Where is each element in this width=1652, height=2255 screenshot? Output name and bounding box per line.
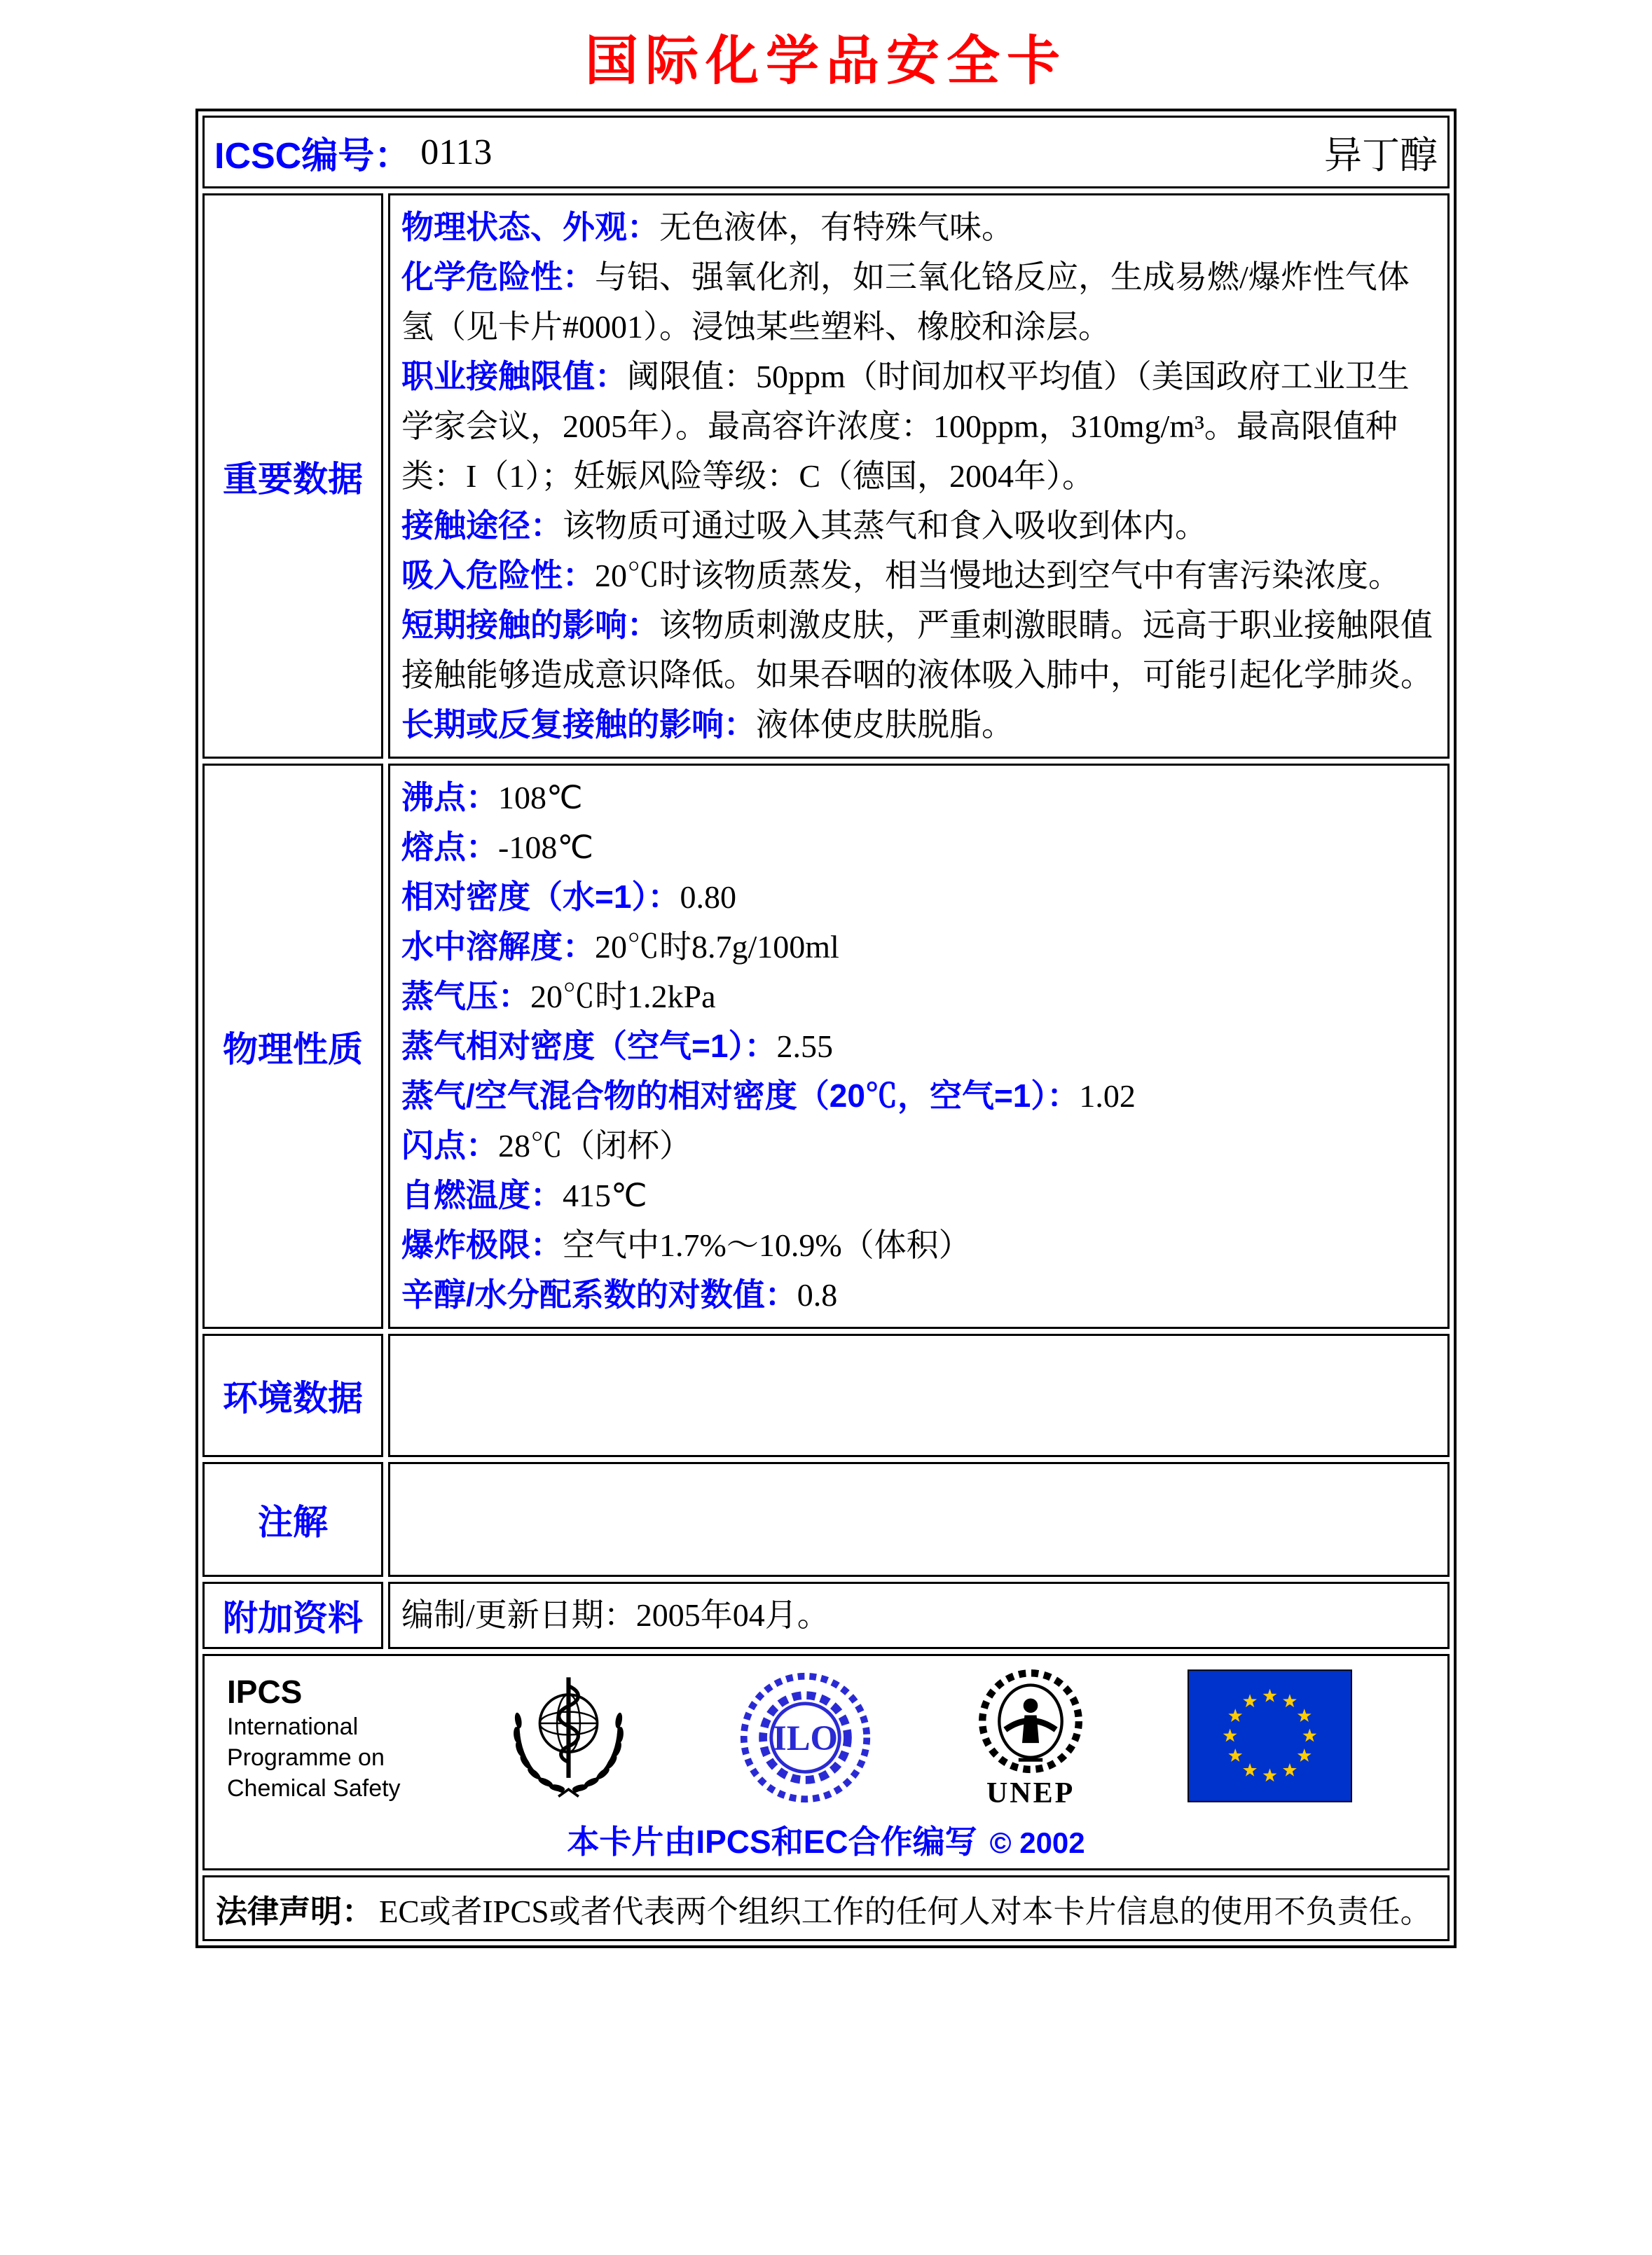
item-label: 蒸气压： [401,978,530,1014]
icsc-header-row [202,116,1450,188]
icsc-card [195,109,1457,1948]
important-data-item [401,600,1436,700]
item-value: 2.55 [776,1028,833,1064]
item-value: 该物质刺激皮肤，严重刺激眼睛。远高于职业接触限值接触能够造成意识降低。如果吞咽的液体吸入肺中，可能引起化学肺炎。 [401,607,1433,693]
physical-property-item [401,1270,1436,1320]
notes-row [202,1462,1450,1577]
important-data-content [388,193,1450,759]
item-label: 蒸气相对密度（空气=1）： [401,1028,777,1064]
physical-property-item [401,822,1436,872]
item-value: 阈限值：50ppm（时间加权平均值）（美国政府工业卫生学家会议，2005年）。最高容许浓度：100ppm，310mg/m³。最高限值种类：I（1）；妊娠风险等级：C（德国，2004年）。 [401,359,1410,494]
legal-label: 法律声明： [216,1893,374,1929]
important-data-row-label: 重要数据 [202,193,383,759]
important-data-item [401,252,1436,352]
item-value: 28℃（闭杯） [498,1128,691,1164]
icsc-number-group [214,126,492,179]
item-label: 接触途径： [401,507,563,544]
item-value: 20℃时8.7g/100ml [595,929,839,965]
environmental-data-row-label: 环境数据 [202,1334,383,1457]
item-label: 短期接触的影响： [401,607,659,643]
physical-property-item [401,1220,1436,1270]
ipcs-subtitle-line: Programme on [227,1744,385,1771]
notes-row-label: 注解 [202,1462,383,1577]
unep-label: UNEP [986,1777,1075,1809]
legal-cell [202,1875,1450,1941]
physical-property-item [401,773,1436,822]
item-value: 0.8 [797,1277,838,1313]
item-value: 415℃ [563,1178,647,1213]
footer-cell [202,1654,1450,1870]
item-label: 辛醇/水分配系数的对数值： [401,1276,797,1313]
unep-logo-icon [970,1666,1091,1786]
item-value: 20℃时1.2kPa [530,979,716,1014]
item-value: 空气中1.7%～10.9%（体积） [563,1227,971,1263]
notes-content [388,1462,1450,1577]
item-value: 该物质可通过吸入其蒸气和食入吸收到体内。 [563,508,1207,544]
additional-info-content [388,1582,1450,1649]
environmental-data-content [388,1334,1450,1457]
ipcs-title: IPCS [227,1673,303,1710]
item-value: 108℃ [498,780,583,815]
physical-property-item [401,1171,1436,1220]
item-label: 沸点： [401,779,498,815]
credit-text: 本卡片由IPCS和EC合作编写 [567,1823,977,1860]
item-label: 物理状态、外观： [401,209,659,245]
item-value: -108℃ [498,829,593,865]
ipcs-text-block [227,1672,401,1804]
physical-property-item [401,922,1436,972]
who-logo-icon [497,1666,640,1809]
ilo-letters: ILO [773,1718,839,1758]
physical-property-item [401,1021,1436,1071]
additional-info-row-label: 附加资料 [202,1582,383,1649]
item-label: 长期或反复接触的影响： [401,706,756,743]
physical-properties-content [388,764,1450,1329]
unep-block [970,1666,1091,1810]
item-label: 自燃温度： [401,1177,563,1213]
item-label: 化学危险性： [401,258,595,295]
ilo-logo-icon [737,1669,874,1806]
physical-property-item [401,872,1436,922]
icsc-header-cell [202,116,1450,188]
additional-info-row [202,1582,1450,1649]
item-value: 与铝、强氧化剂，如三氧化铬反应，生成易燃/爆炸性气体氢（见卡片#0001）。浸蚀某些塑料、橡胶和涂层。 [401,259,1410,345]
important-data-item [401,551,1436,600]
physical-properties-row-label: 物理性质 [202,764,383,1329]
item-label: 熔点： [401,829,498,865]
legal-text: EC或者IPCS或者代表两个组织工作的任何人对本卡片信息的使用不负责任。 [379,1894,1432,1929]
item-label: 相对密度（水=1）： [401,878,680,915]
footer-row [202,1654,1450,1870]
item-label: 蒸气/空气混合物的相对密度（20℃，空气=1）： [401,1077,1080,1114]
item-label: 爆炸极限： [401,1227,563,1263]
item-value: 1.02 [1079,1078,1136,1114]
important-data-item [401,352,1436,501]
ipcs-subtitle-line: International [227,1713,359,1740]
page-title: 国际化学品安全卡 [585,32,1067,91]
item-value: 20℃时该物质蒸发，相当慢地达到空气中有害污染浓度。 [595,558,1400,593]
important-data-item [401,501,1436,551]
chemical-name: 异丁醇 [1324,134,1438,177]
physical-properties-row [202,764,1450,1329]
logo-row [217,1666,1435,1809]
credit-line [217,1816,1435,1863]
icsc-number-value: 0113 [420,132,493,172]
physical-property-item [401,1121,1436,1171]
copyright-text: © 2002 [989,1826,1085,1859]
item-label: 闪点： [401,1127,498,1164]
important-data-item [401,700,1436,750]
eu-flag-icon [1188,1669,1352,1802]
icsc-number-label: ICSC编号： [214,135,411,177]
ipcs-subtitle-line: Chemical Safety [227,1774,401,1802]
item-label: 职业接触限值： [401,358,627,394]
legal-row [202,1875,1450,1941]
physical-property-item [401,972,1436,1021]
item-label: 吸入危险性： [401,557,595,593]
environmental-data-row [202,1334,1450,1457]
eu-flag-wrap [1188,1669,1352,1806]
item-value: 无色液体，有特殊气味。 [659,209,1014,245]
update-date-text: 编制/更新日期：2005年04月。 [401,1597,830,1633]
physical-property-item [401,1071,1436,1121]
important-data-row [202,193,1450,759]
item-value: 0.80 [680,879,736,915]
item-label: 水中溶解度： [401,928,595,965]
item-value: 液体使皮肤脱脂。 [756,707,1014,743]
important-data-item [401,202,1436,252]
